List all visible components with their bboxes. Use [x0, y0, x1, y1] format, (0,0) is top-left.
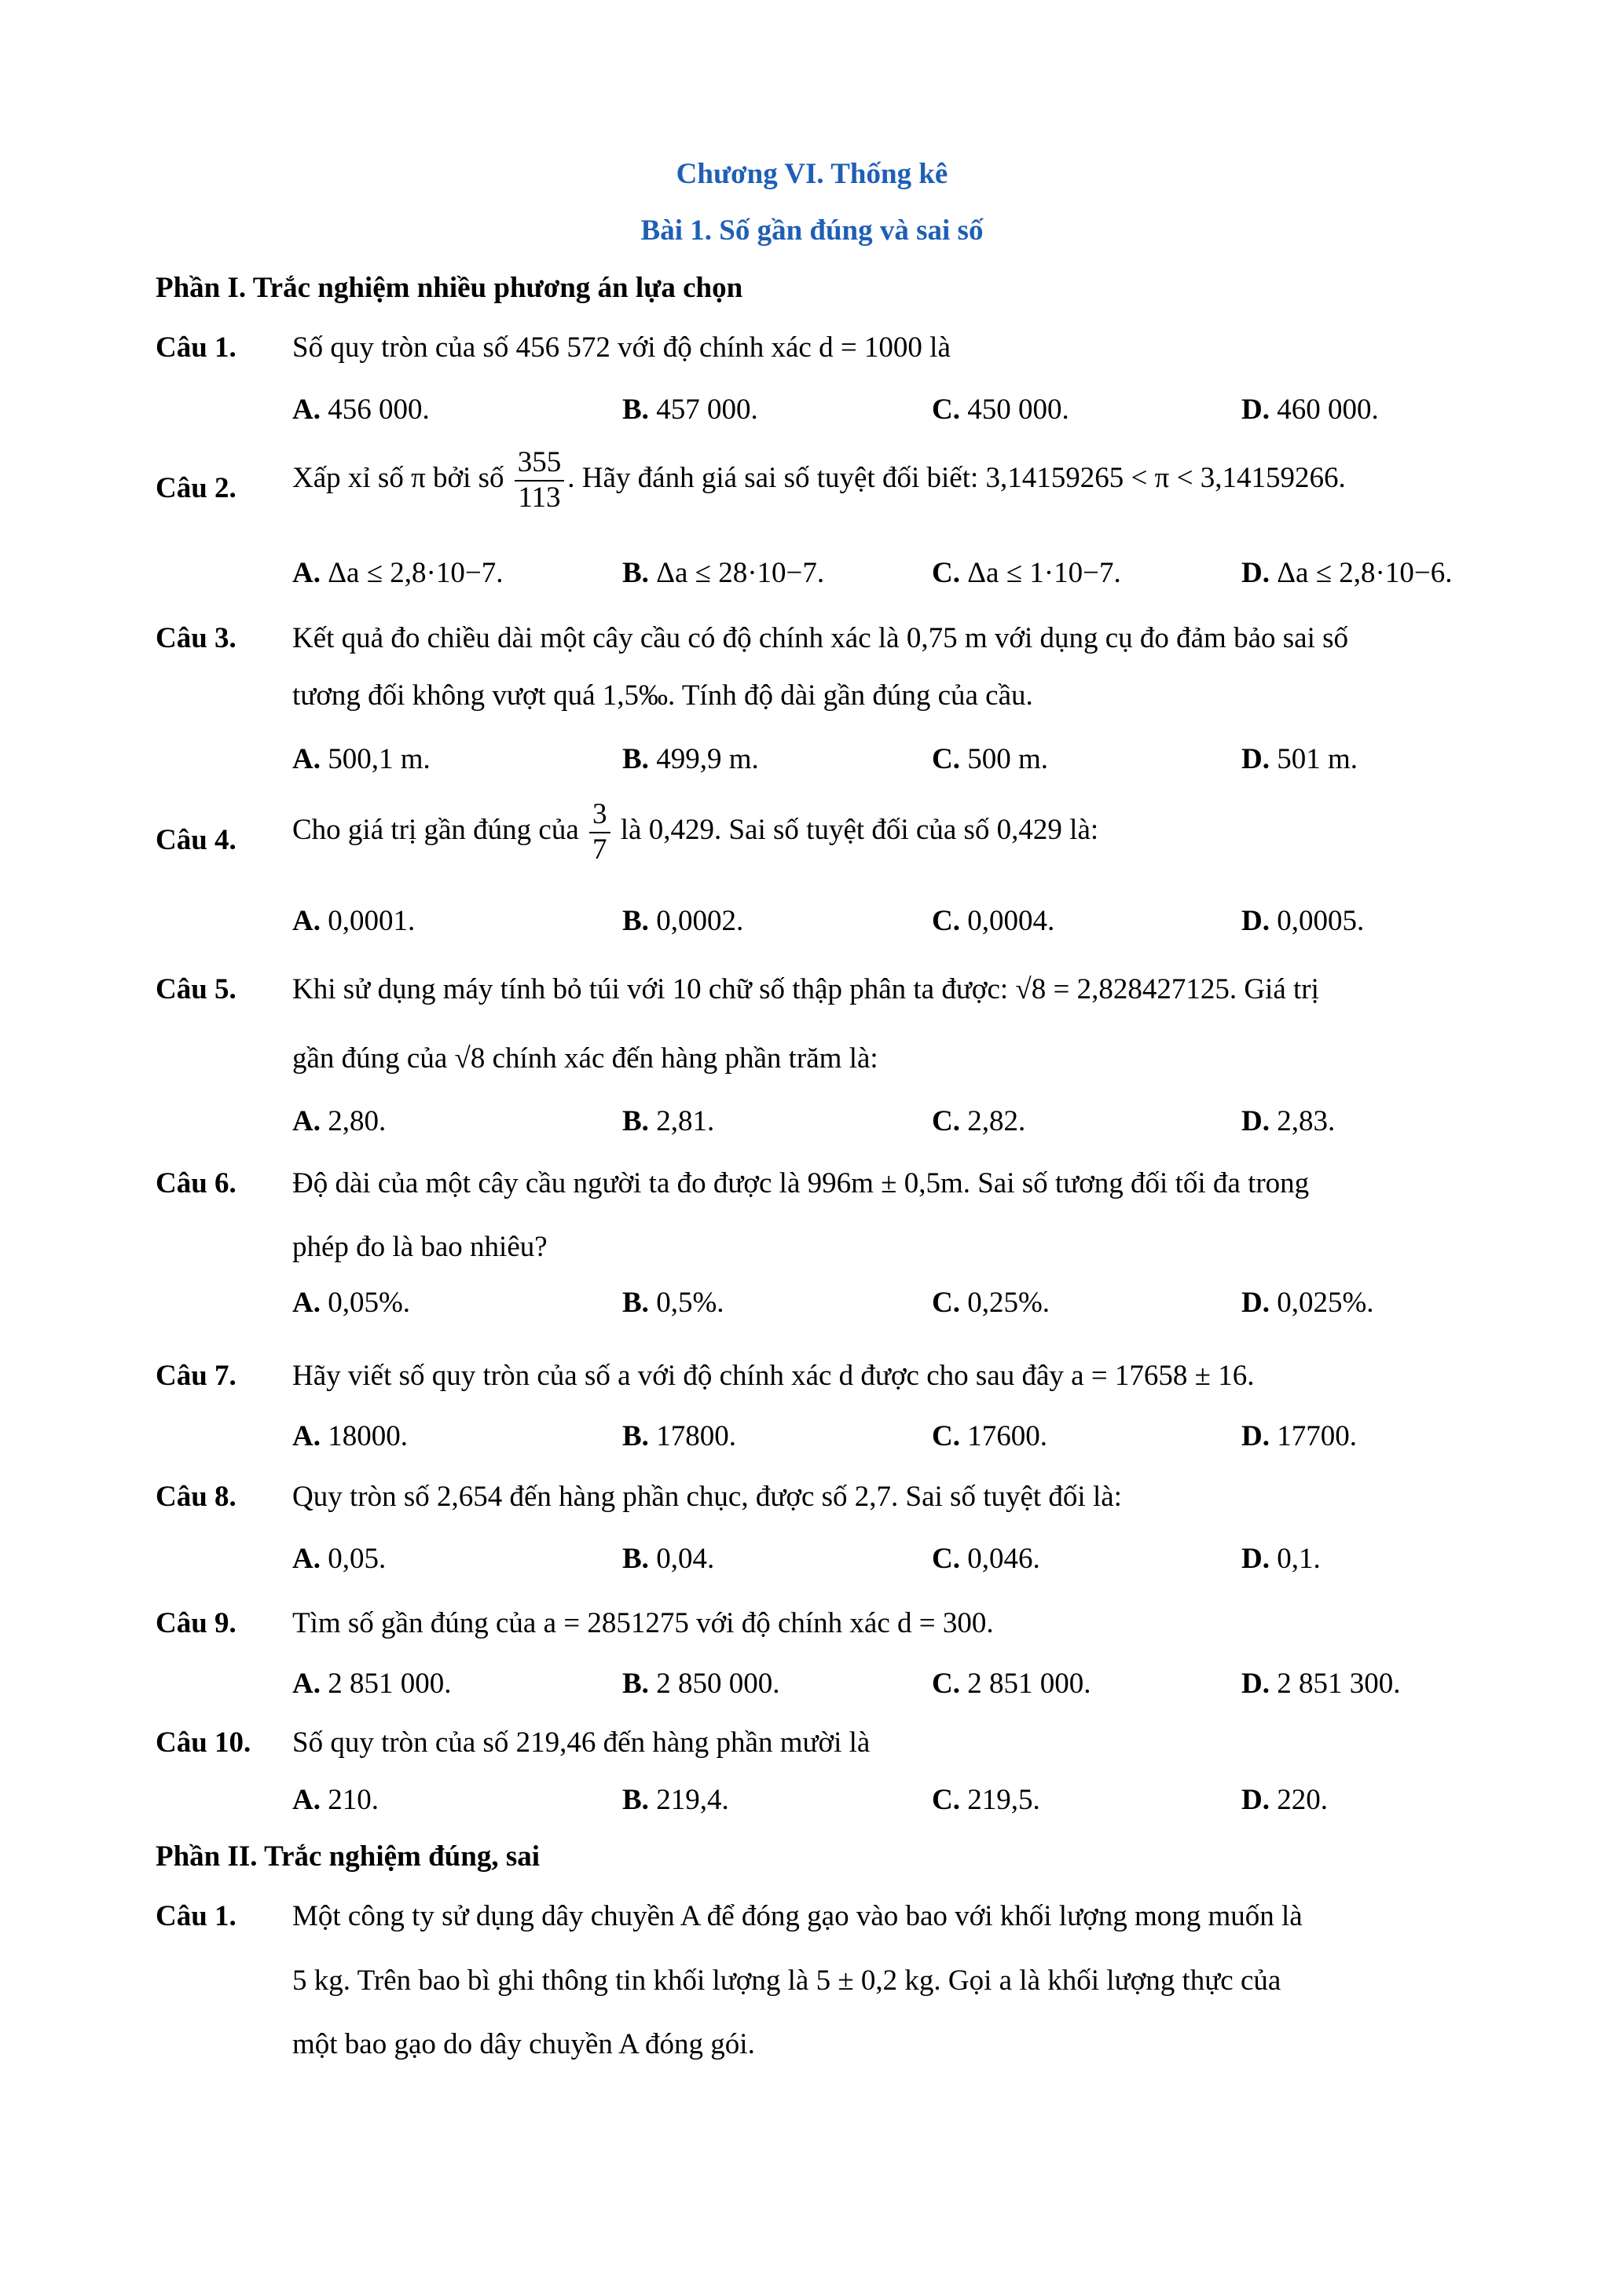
q2-option-c: C. Δa ≤ 1·10−7.	[932, 557, 1121, 589]
q10-option-d: D. 220.	[1241, 1784, 1328, 1816]
q2-text	[292, 446, 1346, 514]
option-letter: C.	[932, 1668, 960, 1700]
q5-label: Câu 5.	[156, 973, 236, 1005]
option-letter: D.	[1241, 394, 1270, 426]
q4-text-b: là 0,429. Sai số tuyệt đối của số 0,429 là:	[620, 814, 1099, 847]
option-letter: D.	[1241, 1543, 1270, 1575]
option-letter: B.	[622, 1784, 649, 1816]
option-letter: A.	[292, 394, 321, 426]
q9-text: Tìm số gần đúng của a = 2851275 với độ chính xác d = 300.	[292, 1607, 994, 1639]
option-letter: B.	[622, 1543, 649, 1575]
q2-option-d: D. Δa ≤ 2,8·10−6.	[1241, 557, 1453, 589]
q9-option-b: B. 2 850 000.	[622, 1668, 780, 1700]
q7-option-c: C. 17600.	[932, 1420, 1047, 1452]
option-letter: D.	[1241, 1784, 1270, 1816]
q3-option-a: A. 500,1 m.	[292, 743, 431, 775]
option-letter: D.	[1241, 1105, 1270, 1137]
option-letter: A.	[292, 743, 321, 775]
q9-option-a: A. 2 851 000.	[292, 1668, 452, 1700]
q2-option-a: A. Δa ≤ 2,8·10−7.	[292, 557, 504, 589]
option-letter: C.	[932, 1420, 960, 1452]
q10-option-a: A. 210.	[292, 1784, 379, 1816]
option-letter: B.	[622, 557, 649, 589]
q7-label: Câu 7.	[156, 1360, 236, 1392]
option-letter: A.	[292, 557, 321, 589]
q4-text	[292, 798, 1098, 866]
option-letter: B.	[622, 905, 649, 937]
q1-text: Số quy tròn của số 456 572 với độ chính xác d = 1000 là	[292, 331, 951, 364]
option-letter: A.	[292, 1784, 321, 1816]
q5-option-c: C. 2,82.	[932, 1105, 1026, 1137]
q4-frac-den: 7	[592, 833, 607, 866]
q4-fraction	[589, 798, 610, 866]
q5-option-a: A. 2,80.	[292, 1105, 387, 1137]
lesson-title: Bài 1. Số gần đúng và sai số	[640, 214, 984, 247]
q6-option-b: B. 0,5%.	[622, 1287, 724, 1319]
option-letter: B.	[622, 394, 649, 426]
part2-q1-line2: 5 kg. Trên bao bì ghi thông tin khối lượng là 5 ± 0,2 kg. Gọi a là khối lượng thực của	[292, 1965, 1281, 1997]
q1-option-c: C. 450 000.	[932, 394, 1069, 426]
option-letter: B.	[622, 743, 649, 775]
q10-option-b: B. 219,4.	[622, 1784, 729, 1816]
q8-option-a: A. 0,05.	[292, 1543, 387, 1575]
q6-option-c: C. 0,25%.	[932, 1287, 1050, 1319]
q5-text-line2: gần đúng của √8 chính xác đến hàng phần trăm là:	[292, 1042, 878, 1075]
q3-option-b: B. 499,9 m.	[622, 743, 759, 775]
option-letter: B.	[622, 1668, 649, 1700]
option-letter: C.	[932, 1543, 960, 1575]
q10-option-c: C. 219,5.	[932, 1784, 1040, 1816]
option-letter: D.	[1241, 743, 1270, 775]
q6-option-a: A. 0,05%.	[292, 1287, 411, 1319]
q4-text-a: Cho giá trị gần đúng của	[292, 814, 579, 847]
option-letter: B.	[622, 1420, 649, 1452]
option-letter: C.	[932, 743, 960, 775]
option-letter: C.	[932, 557, 960, 589]
option-letter: B.	[622, 1105, 649, 1137]
q8-option-b: B. 0,04.	[622, 1543, 715, 1575]
q3-option-c: C. 500 m.	[932, 743, 1049, 775]
q7-option-b: B. 17800.	[622, 1420, 736, 1452]
q8-option-c: C. 0,046.	[932, 1543, 1040, 1575]
q4-option-a: A. 0,0001.	[292, 905, 416, 937]
q4-option-c: C. 0,0004.	[932, 905, 1055, 937]
q9-option-d: D. 2 851 300.	[1241, 1668, 1401, 1700]
option-letter: D.	[1241, 1668, 1270, 1700]
q4-label: Câu 4.	[156, 824, 236, 856]
option-letter: C.	[932, 1287, 960, 1319]
q2-label: Câu 2.	[156, 472, 236, 504]
option-letter: C.	[932, 1105, 960, 1137]
q10-label: Câu 10.	[156, 1727, 251, 1759]
option-letter: A.	[292, 1105, 321, 1137]
option-letter: D.	[1241, 1420, 1270, 1452]
q4-option-b: B. 0,0002.	[622, 905, 744, 937]
q9-label: Câu 9.	[156, 1607, 236, 1639]
part1-title: Phần I. Trắc nghiệm nhiều phương án lựa chọn	[156, 272, 743, 304]
q6-label: Câu 6.	[156, 1167, 236, 1199]
q9-option-c: C. 2 851 000.	[932, 1668, 1091, 1700]
q2-fraction	[515, 446, 565, 514]
q4-frac-num: 3	[589, 798, 610, 833]
q2-option-b: B. Δa ≤ 28·10−7.	[622, 557, 825, 589]
q1-label: Câu 1.	[156, 331, 236, 364]
q6-text-line2: phép đo là bao nhiêu?	[292, 1231, 548, 1263]
option-letter: D.	[1241, 905, 1270, 937]
part2-q1-label: Câu 1.	[156, 1900, 236, 1932]
option-letter: A.	[292, 1668, 321, 1700]
q7-text: Hãy viết số quy tròn của số a với độ chính xác d được cho sau đây a = 17658 ± 16.	[292, 1360, 1255, 1392]
q8-label: Câu 8.	[156, 1481, 236, 1513]
q3-text-line2: tương đối không vượt quá 1,5‰. Tính độ dài gần đúng của cầu.	[292, 679, 1033, 712]
q3-text-line1: Kết quả đo chiều dài một cây cầu có độ chính xác là 0,75 m với dụng cụ đo đảm bảo sai số	[292, 622, 1349, 654]
option-letter: C.	[932, 394, 960, 426]
q6-option-d: D. 0,025%.	[1241, 1287, 1374, 1319]
q2-text-a: Xấp xỉ số π bởi số	[292, 462, 504, 495]
part2-title: Phần II. Trắc nghiệm đúng, sai	[156, 1840, 541, 1873]
q6-text-line1: Độ dài của một cây cầu người ta đo được là 996m ± 0,5m. Sai số tương đối tối đa trong	[292, 1167, 1310, 1199]
option-letter: B.	[622, 1287, 649, 1319]
q3-label: Câu 3.	[156, 622, 236, 654]
q2-frac-num: 355	[515, 446, 565, 482]
q3-option-d: D. 501 m.	[1241, 743, 1358, 775]
option-letter: A.	[292, 1543, 321, 1575]
option-letter: A.	[292, 1287, 321, 1319]
part2-q1-line3: một bao gạo do dây chuyền A đóng gói.	[292, 2028, 755, 2060]
q2-frac-den: 113	[518, 481, 561, 514]
q5-text-line1: Khi sử dụng máy tính bỏ túi với 10 chữ số thập phân ta được: √8 = 2,828427125. Giá trị	[292, 973, 1319, 1005]
q1-option-a: A. 456 000.	[292, 394, 430, 426]
chapter-title: Chương VI. Thống kê	[676, 158, 948, 190]
q7-option-d: D. 17700.	[1241, 1420, 1357, 1452]
q10-text: Số quy tròn của số 219,46 đến hàng phần mười là	[292, 1727, 871, 1759]
option-letter: C.	[932, 1784, 960, 1816]
q4-option-d: D. 0,0005.	[1241, 905, 1365, 937]
q7-option-a: A. 18000.	[292, 1420, 408, 1452]
q5-option-d: D. 2,83.	[1241, 1105, 1336, 1137]
q8-text: Quy tròn số 2,654 đến hàng phần chục, được số 2,7. Sai số tuyệt đối là:	[292, 1481, 1122, 1513]
q1-option-b: B. 457 000.	[622, 394, 758, 426]
option-letter: A.	[292, 905, 321, 937]
q8-option-d: D. 0,1.	[1241, 1543, 1321, 1575]
part2-q1-line1: Một công ty sử dụng dây chuyền A để đóng gạo vào bao với khối lượng mong muốn là	[292, 1900, 1303, 1932]
q2-text-b: . Hãy đánh giá sai số tuyệt đối biết: 3,14159265 < π < 3,14159266.	[567, 462, 1346, 495]
q1-option-d: D. 460 000.	[1241, 394, 1379, 426]
option-letter: D.	[1241, 557, 1270, 589]
option-letter: D.	[1241, 1287, 1270, 1319]
q5-option-b: B. 2,81.	[622, 1105, 715, 1137]
option-letter: C.	[932, 905, 960, 937]
option-letter: A.	[292, 1420, 321, 1452]
